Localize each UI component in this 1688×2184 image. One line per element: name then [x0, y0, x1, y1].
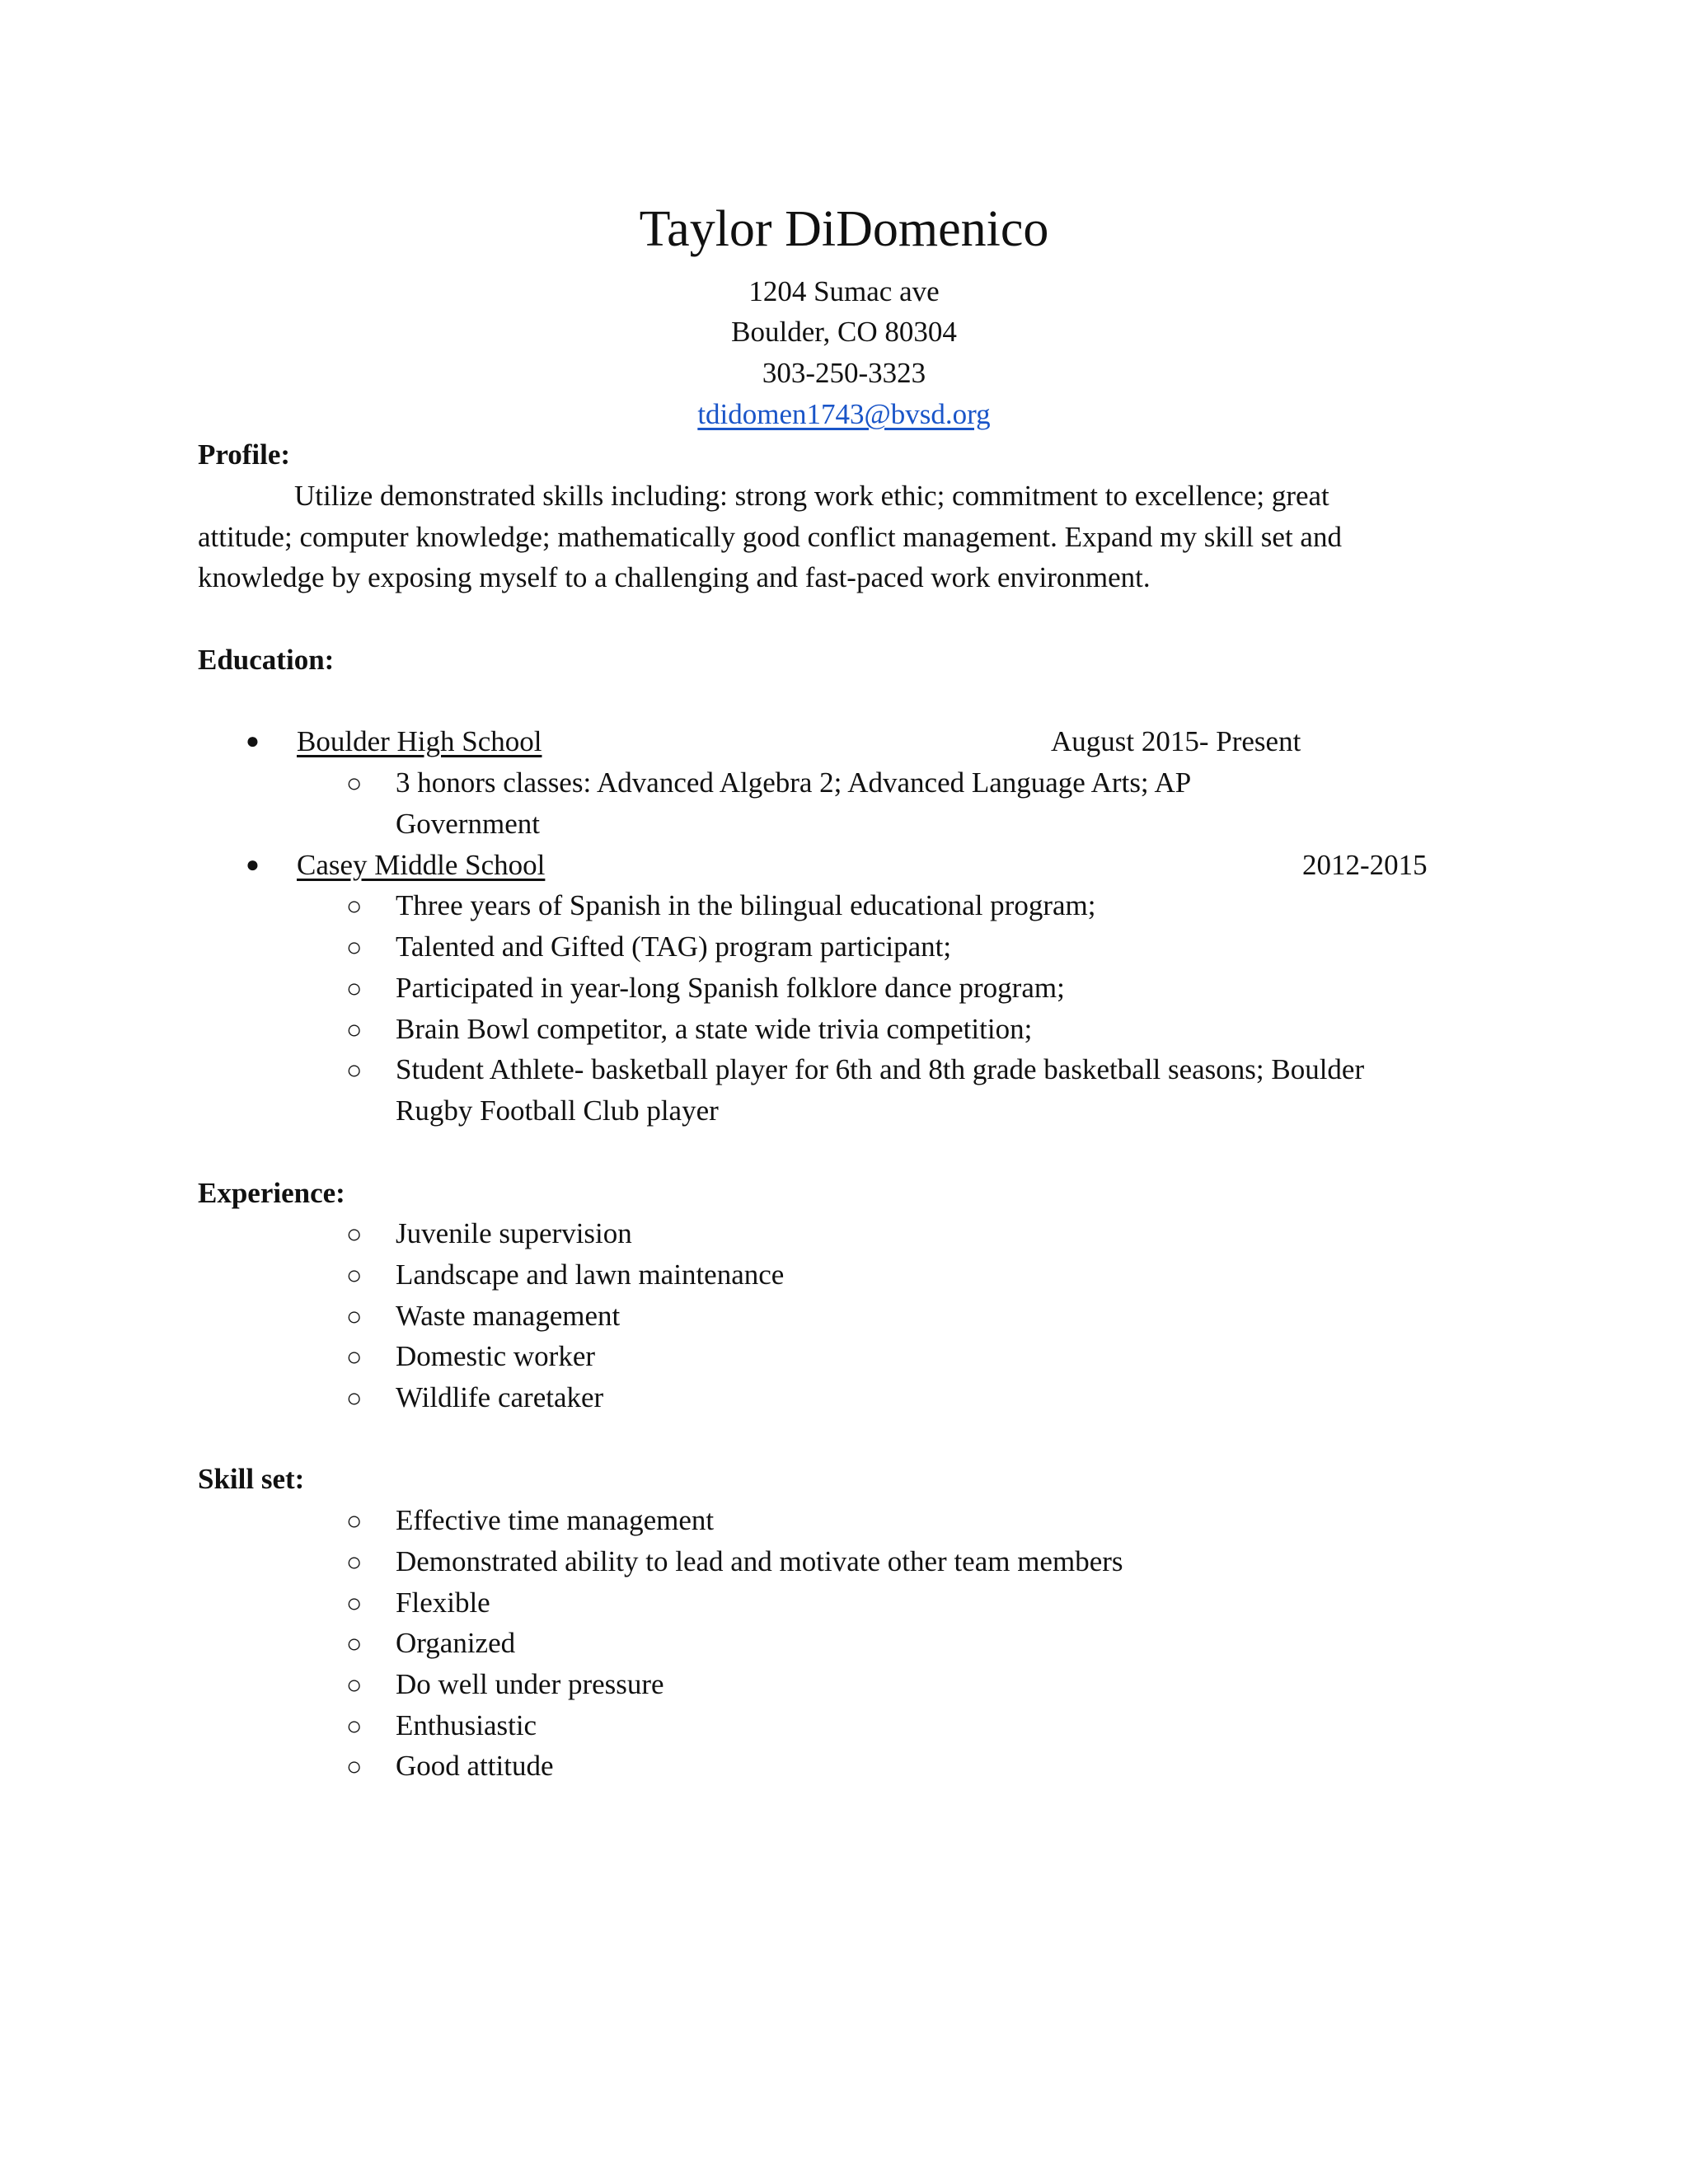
hollow-bullet-icon: ○ [346, 891, 363, 921]
address-line-1: 1204 Sumac ave [748, 275, 940, 307]
hollow-bullet-icon: ○ [346, 1547, 363, 1577]
hollow-bullet-icon: ○ [346, 1055, 363, 1085]
experience-item: Landscape and lawn maintenance [396, 1258, 785, 1291]
hollow-bullet-icon: ○ [346, 1260, 363, 1290]
education-heading: Education: [198, 644, 335, 676]
email-link[interactable]: tdidomen1743@bvsd.org [697, 398, 991, 430]
education-item: Rugby Football Club player [396, 1094, 719, 1127]
profile-heading: Profile: [198, 438, 291, 471]
education-item: Student Athlete- basketball player for 6th and 8th grade basketball seasons; Boulder [396, 1053, 1365, 1085]
resume-name: Taylor DiDomenico [639, 201, 1049, 257]
profile-line-1: Utilize demonstrated skills including: strong work ethic; commitment to excellence; great [294, 480, 1329, 512]
profile-line-2: attitude; computer knowledge; mathematically good conflict management. Expand my skill set and [198, 521, 1342, 553]
hollow-bullet-icon: ○ [346, 1383, 363, 1413]
experience-item: Wildlife caretaker [396, 1381, 604, 1413]
hollow-bullet-icon: ○ [346, 1711, 363, 1741]
hollow-bullet-icon: ○ [346, 1342, 363, 1371]
skills-heading: Skill set: [198, 1463, 305, 1495]
address-line-2: Boulder, CO 80304 [731, 316, 957, 348]
hollow-bullet-icon: ○ [346, 1219, 363, 1249]
skill-item: Enthusiastic [396, 1709, 537, 1741]
hollow-bullet-icon: ○ [346, 1506, 363, 1535]
phone-number: 303-250-3323 [762, 357, 926, 389]
school-boulder-high: Boulder High School [297, 725, 542, 757]
skill-item: Flexible [396, 1586, 490, 1619]
skill-item: Organized [396, 1627, 516, 1659]
education-item: Three years of Spanish in the bilingual educational program; [396, 889, 1096, 921]
education-item: Brain Bowl competitor, a state wide trivia competition; [396, 1013, 1033, 1045]
school-casey-middle: Casey Middle School [297, 849, 546, 881]
hollow-bullet-icon: ○ [346, 1670, 363, 1699]
hollow-bullet-icon: ○ [346, 1301, 363, 1331]
hollow-bullet-icon: ○ [346, 1015, 363, 1044]
skill-item: Demonstrated ability to lead and motivate other team members [396, 1545, 1123, 1577]
experience-item: Juvenile supervision [396, 1217, 632, 1249]
profile-line-3: knowledge by exposing myself to a challenging and fast-paced work environment. [198, 561, 1151, 593]
skill-item: Effective time management [396, 1504, 715, 1536]
school-dates-casey-middle: 2012-2015 [1302, 849, 1428, 881]
education-item: Participated in year-long Spanish folklore dance program; [396, 972, 1065, 1004]
experience-heading: Experience: [198, 1177, 345, 1209]
school-dates-boulder-high: August 2015- Present [1051, 725, 1301, 757]
hollow-bullet-icon: ○ [346, 1629, 363, 1658]
bullet-icon: ● [246, 729, 260, 754]
education-item: 3 honors classes: Advanced Algebra 2; Advanced Language Arts; AP [396, 766, 1192, 799]
education-item: Government [396, 808, 540, 840]
experience-item: Waste management [396, 1300, 621, 1332]
bullet-icon: ● [246, 852, 260, 878]
hollow-bullet-icon: ○ [346, 973, 363, 1003]
hollow-bullet-icon: ○ [346, 1751, 363, 1781]
skill-item: Good attitude [396, 1750, 554, 1782]
hollow-bullet-icon: ○ [346, 1588, 363, 1618]
skill-item: Do well under pressure [396, 1668, 664, 1700]
experience-item: Domestic worker [396, 1340, 596, 1372]
hollow-bullet-icon: ○ [346, 768, 363, 798]
education-item: Talented and Gifted (TAG) program participant; [396, 930, 952, 963]
hollow-bullet-icon: ○ [346, 932, 363, 962]
